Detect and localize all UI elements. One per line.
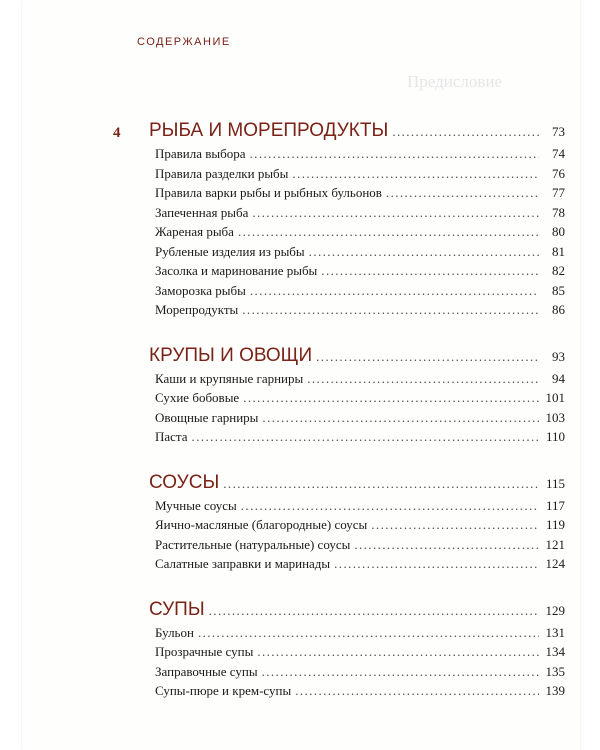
toc-section (149, 472, 565, 576)
toc-entry (149, 644, 565, 664)
page-number: 94 (552, 370, 565, 386)
dot-leader (241, 498, 539, 514)
toc-entry (149, 498, 565, 518)
page-number: 131 (545, 624, 565, 640)
dot-leader (295, 683, 539, 699)
book-page (22, 0, 580, 750)
page-number: 119 (545, 517, 565, 532)
page-number: 117 (545, 497, 565, 513)
toc-entry (149, 371, 565, 391)
toc-section-heading (149, 599, 565, 625)
toc-entry (149, 185, 565, 205)
dot-leader (209, 603, 539, 619)
dot-leader (321, 263, 539, 279)
toc-entry (149, 224, 565, 244)
page-number: 135 (545, 663, 565, 679)
entry-label: Овощные гарниры (155, 409, 259, 425)
entry-label: Растительные (натуральные) соусы (155, 536, 351, 552)
page-number: 80 (552, 224, 565, 239)
dot-leader (386, 185, 539, 201)
dot-leader (392, 124, 539, 140)
section-title: СОУСЫ (149, 471, 220, 493)
toc-entry (149, 166, 565, 186)
toc-section-heading (149, 472, 565, 498)
toc-entry (149, 205, 565, 225)
entry-label: Правила варки рыбы и рыбных бульонов (155, 185, 382, 200)
dot-leader (371, 517, 539, 533)
entry-label: Супы-пюре и крем-супы (155, 683, 292, 698)
toc-section-heading (149, 120, 565, 146)
section-title: СУПЫ (149, 598, 205, 620)
entry-label: Заправочные супы (155, 663, 258, 679)
page-number: 81 (552, 243, 565, 259)
page-number: 139 (545, 683, 565, 698)
running-head: СОДЕРЖАНИЕ (137, 36, 231, 48)
entry-label: Заморозка рыбы (155, 282, 246, 298)
dot-leader (250, 283, 539, 299)
page-number: 115 (545, 475, 565, 491)
toc-section (149, 599, 565, 703)
page-number: 85 (552, 282, 565, 298)
entry-label: Правила выбора (155, 146, 246, 161)
dot-leader (238, 224, 539, 240)
page-number: 93 (552, 348, 565, 364)
dot-leader (334, 556, 539, 572)
dot-leader (223, 476, 539, 492)
toc-entry (149, 244, 565, 264)
entry-label: Запеченная рыба (155, 204, 249, 220)
dot-leader (243, 390, 539, 406)
entry-label: Прозрачные супы (155, 644, 254, 659)
page-number: 82 (552, 263, 565, 278)
entry-label: Рубленые изделия из рыбы (155, 243, 305, 259)
entry-label: Салатные заправки и маринады (155, 556, 331, 571)
dot-leader (262, 664, 539, 680)
dot-leader (292, 166, 539, 182)
page-number: 121 (545, 536, 565, 552)
page-number: 73 (552, 124, 565, 139)
toc-entry (149, 556, 565, 576)
page-number: 77 (552, 185, 565, 200)
toc-entry (149, 283, 565, 303)
section-title: РЫБА И МОРЕПРОДУКТЫ (149, 120, 389, 141)
page-number: 76 (552, 165, 565, 181)
toc-entry (149, 625, 565, 645)
dot-leader (354, 537, 539, 553)
toc-entry (149, 517, 565, 537)
entry-label: Сухие бобовые (155, 390, 240, 405)
toc-entry (149, 302, 565, 322)
page-number: 101 (545, 390, 565, 405)
dot-leader (198, 625, 539, 641)
entry-label: Мучные соусы (155, 497, 237, 513)
toc-section (149, 345, 565, 449)
page-number: 78 (552, 204, 565, 220)
page-number: 86 (552, 302, 565, 317)
dot-leader (262, 410, 539, 426)
toc-section (149, 120, 565, 322)
page-number: 134 (545, 644, 565, 659)
entry-label: Жареная рыба (155, 224, 234, 239)
entry-label: Паста (155, 429, 188, 444)
entry-label: Бульон (155, 624, 194, 640)
entry-label: Морепродукты (155, 302, 239, 317)
table-of-contents (149, 120, 565, 726)
dot-leader (192, 429, 539, 445)
dot-leader (257, 644, 539, 660)
show-through-text: Предисловие (407, 72, 503, 91)
toc-entry (149, 263, 565, 283)
page-number: 74 (552, 146, 565, 161)
chapter-number: 4 (113, 125, 121, 141)
entry-label: Яично-масляные (благородные) соусы (155, 517, 368, 532)
toc-entry (149, 664, 565, 684)
toc-entry (149, 146, 565, 166)
dot-leader (309, 244, 539, 260)
toc-section-heading (149, 345, 565, 371)
entry-label: Правила разделки рыбы (155, 165, 289, 181)
toc-entry (149, 683, 565, 703)
toc-entry (149, 390, 565, 410)
toc-entry (149, 429, 565, 449)
toc-entry (149, 410, 565, 430)
toc-entry (149, 537, 565, 557)
entry-label: Каши и крупяные гарниры (155, 370, 304, 386)
entry-label: Засолка и маринование рыбы (155, 263, 318, 278)
dot-leader (242, 302, 539, 318)
dot-leader (250, 146, 539, 162)
page-number: 103 (545, 409, 565, 425)
page-number: 129 (545, 602, 565, 618)
dot-leader (252, 205, 539, 221)
dot-leader (307, 371, 539, 387)
section-title: КРУПЫ И ОВОЩИ (149, 344, 313, 366)
page-number: 124 (545, 556, 565, 571)
dot-leader (316, 349, 539, 365)
page-number: 110 (545, 429, 565, 444)
